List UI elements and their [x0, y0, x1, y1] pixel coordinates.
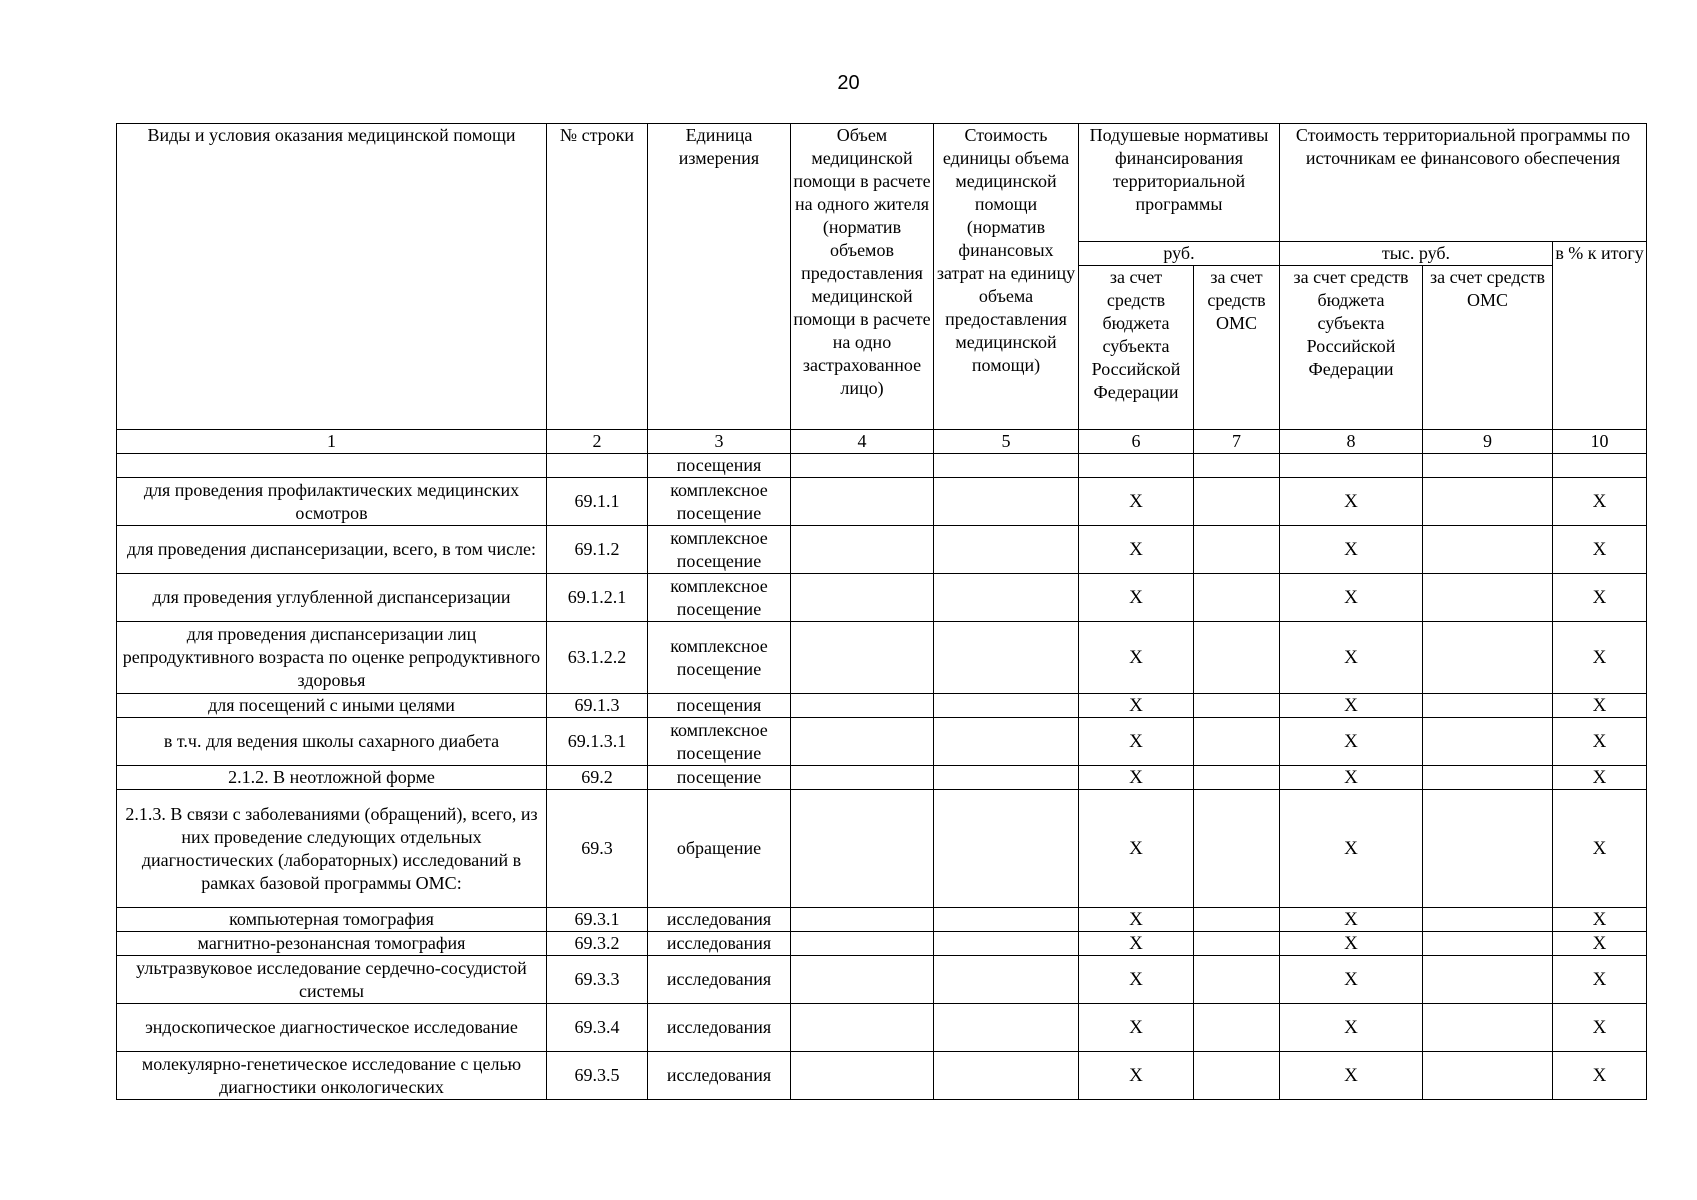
row-number: 69.3: [547, 790, 648, 908]
cell-per-capita-budget: X: [1079, 790, 1194, 908]
cell-unit-cost: [934, 694, 1079, 718]
cell-cost-oms: [1423, 478, 1553, 526]
cell-percent: X: [1553, 1052, 1647, 1100]
cell-volume: [791, 766, 934, 790]
cell-cost-budget: X: [1280, 574, 1423, 622]
cell-cost-oms: [1423, 932, 1553, 956]
cell-cost-budget: X: [1280, 694, 1423, 718]
page-number: 20: [837, 72, 860, 94]
row-number: 63.1.2.2: [547, 622, 648, 694]
row-unit: исследования: [648, 1004, 791, 1052]
column-number: 1: [117, 430, 547, 454]
cell-per-capita-budget: X: [1079, 574, 1194, 622]
row-number: 69.1.2.1: [547, 574, 648, 622]
cell-per-capita-budget: X: [1079, 1052, 1194, 1100]
territorial-program-table: [116, 123, 1647, 1100]
table-row: [117, 1052, 1647, 1100]
cell-cost-budget: X: [1280, 790, 1423, 908]
row-unit: посещение: [648, 766, 791, 790]
cell-per-capita-oms: [1194, 526, 1280, 574]
cell-percent: X: [1553, 526, 1647, 574]
column-number: 5: [934, 430, 1079, 454]
cell-per-capita-oms: [1194, 718, 1280, 766]
row-name: 2.1.2. В неотложной форме: [117, 766, 547, 790]
row-number: 69.3.3: [547, 956, 648, 1004]
cell-cost-oms: [1423, 766, 1553, 790]
cell-volume: [791, 956, 934, 1004]
table-row: [117, 526, 1647, 574]
table-row: [117, 766, 1647, 790]
cell-volume: [791, 526, 934, 574]
cell-volume: [791, 694, 934, 718]
cell-per-capita-budget: X: [1079, 622, 1194, 694]
header-percent-of-total: в % к итогу: [1553, 242, 1647, 430]
cell-cost-oms: [1423, 718, 1553, 766]
table-row: [117, 694, 1647, 718]
table-row: [117, 574, 1647, 622]
cell-percent: X: [1553, 766, 1647, 790]
cell-per-capita-oms: [1194, 478, 1280, 526]
cell-volume: [791, 908, 934, 932]
cell-percent: X: [1553, 932, 1647, 956]
cell-volume: [791, 1004, 934, 1052]
cell-cost-budget: X: [1280, 718, 1423, 766]
row-name: молекулярно-генетическое исследование с целью диагностики онкологических: [117, 1052, 547, 1100]
cell-percent: X: [1553, 718, 1647, 766]
cell-unit-cost: [934, 1004, 1079, 1052]
cell-per-capita-oms: [1194, 766, 1280, 790]
cell-volume: [791, 478, 934, 526]
cell-per-capita-oms: [1194, 454, 1280, 478]
cell-percent: X: [1553, 694, 1647, 718]
row-number: 69.3.4: [547, 1004, 648, 1052]
cell-cost-oms: [1423, 908, 1553, 932]
header-volume-per-resident: Объем медицинской помощи в расчете на одного жителя (норматив объемов предоставления медицинской помощи в расчете на одно застрахованное лицо): [791, 124, 934, 430]
cell-per-capita-budget: X: [1079, 766, 1194, 790]
cell-unit-cost: [934, 718, 1079, 766]
row-number: 69.1.2: [547, 526, 648, 574]
cell-percent: X: [1553, 956, 1647, 1004]
cell-volume: [791, 574, 934, 622]
cell-volume: [791, 718, 934, 766]
table-row: [117, 478, 1647, 526]
row-name: эндоскопическое диагностическое исследование: [117, 1004, 547, 1052]
row-number: 69.2: [547, 766, 648, 790]
column-number: 4: [791, 430, 934, 454]
cell-unit-cost: [934, 908, 1079, 932]
cell-cost-oms: [1423, 956, 1553, 1004]
row-number: 69.3.2: [547, 932, 648, 956]
cell-percent: X: [1553, 622, 1647, 694]
cell-unit-cost: [934, 622, 1079, 694]
table-row: [117, 1004, 1647, 1052]
row-number: 69.1.3.1: [547, 718, 648, 766]
row-name: [117, 454, 547, 478]
row-number: 69.1.3: [547, 694, 648, 718]
row-unit: исследования: [648, 956, 791, 1004]
column-number: 10: [1553, 430, 1647, 454]
column-number: 7: [1194, 430, 1280, 454]
cell-cost-oms: [1423, 574, 1553, 622]
cell-per-capita-oms: [1194, 932, 1280, 956]
cell-percent: [1553, 454, 1647, 478]
cell-cost-oms: [1423, 526, 1553, 574]
cell-per-capita-budget: X: [1079, 956, 1194, 1004]
cell-unit-cost: [934, 478, 1079, 526]
header-care-types: Виды и условия оказания медицинской помощи: [117, 124, 547, 430]
cell-per-capita-oms: [1194, 1052, 1280, 1100]
cell-cost-budget: X: [1280, 956, 1423, 1004]
table-row: [117, 932, 1647, 956]
header-per-capita-oms: за счет средств ОМС: [1194, 266, 1280, 430]
cell-per-capita-budget: X: [1079, 908, 1194, 932]
cell-percent: X: [1553, 790, 1647, 908]
header-cost-group: Стоимость территориальной программы по источникам ее финансового обеспечения: [1280, 124, 1647, 242]
cell-volume: [791, 1052, 934, 1100]
cell-unit-cost: [934, 454, 1079, 478]
header-unit-cost: Стоимость единицы объема медицинской помощи (норматив финансовых затрат на единицу объема предоставления медицинской помощи): [934, 124, 1079, 430]
header-cost-oms: за счет средств ОМС: [1423, 266, 1553, 430]
cell-volume: [791, 622, 934, 694]
row-number: 69.3.1: [547, 908, 648, 932]
row-name: 2.1.3. В связи с заболеваниями (обращений), всего, из них проведение следующих отдельных диагностических (лабораторных) исследований в рамках базовой программы ОМС:: [117, 790, 547, 908]
header-cost-budget: за счет средств бюджета субъекта Российской Федерации: [1280, 266, 1423, 430]
cell-unit-cost: [934, 526, 1079, 574]
row-name: компьютерная томография: [117, 908, 547, 932]
cell-cost-oms: [1423, 454, 1553, 478]
cell-cost-budget: X: [1280, 1004, 1423, 1052]
header-per-capita-budget: за счет средств бюджета субъекта Российской Федерации: [1079, 266, 1194, 430]
cell-unit-cost: [934, 766, 1079, 790]
cell-cost-budget: X: [1280, 478, 1423, 526]
cell-per-capita-oms: [1194, 622, 1280, 694]
cell-per-capita-budget: X: [1079, 478, 1194, 526]
cell-percent: X: [1553, 908, 1647, 932]
row-name: для проведения диспансеризации, всего, в том числе:: [117, 526, 547, 574]
column-number: 6: [1079, 430, 1194, 454]
cell-per-capita-oms: [1194, 956, 1280, 1004]
row-unit: посещения: [648, 454, 791, 478]
table-row: [117, 718, 1647, 766]
cell-cost-budget: X: [1280, 766, 1423, 790]
cell-percent: X: [1553, 1004, 1647, 1052]
cell-per-capita-oms: [1194, 908, 1280, 932]
cell-cost-budget: X: [1280, 622, 1423, 694]
cell-per-capita-budget: X: [1079, 932, 1194, 956]
cell-cost-oms: [1423, 622, 1553, 694]
cell-unit-cost: [934, 1052, 1079, 1100]
cell-percent: X: [1553, 574, 1647, 622]
cell-cost-budget: X: [1280, 526, 1423, 574]
cell-cost-oms: [1423, 790, 1553, 908]
row-name: ультразвуковое исследование сердечно-сосудистой системы: [117, 956, 547, 1004]
cell-cost-budget: X: [1280, 1052, 1423, 1100]
cell-per-capita-oms: [1194, 1004, 1280, 1052]
table-row: [117, 956, 1647, 1004]
row-name: для проведения профилактических медицинских осмотров: [117, 478, 547, 526]
column-number: 9: [1423, 430, 1553, 454]
cell-per-capita-oms: [1194, 694, 1280, 718]
row-unit: исследования: [648, 1052, 791, 1100]
column-number: 8: [1280, 430, 1423, 454]
row-name: для посещений с иными целями: [117, 694, 547, 718]
cell-volume: [791, 932, 934, 956]
cell-per-capita-budget: X: [1079, 694, 1194, 718]
row-unit: комплексное посещение: [648, 718, 791, 766]
table-row: [117, 908, 1647, 932]
cell-volume: [791, 790, 934, 908]
column-number: 3: [648, 430, 791, 454]
row-number: 69.3.5: [547, 1052, 648, 1100]
column-numbers-row: [117, 430, 1647, 454]
row-unit: посещения: [648, 694, 791, 718]
cell-cost-oms: [1423, 1052, 1553, 1100]
cell-per-capita-oms: [1194, 574, 1280, 622]
table-row: [117, 790, 1647, 908]
cell-per-capita-budget: X: [1079, 526, 1194, 574]
cell-per-capita-budget: X: [1079, 1004, 1194, 1052]
cell-cost-budget: [1280, 454, 1423, 478]
cell-unit-cost: [934, 790, 1079, 908]
row-unit: исследования: [648, 908, 791, 932]
row-unit: комплексное посещение: [648, 526, 791, 574]
cell-per-capita-budget: X: [1079, 718, 1194, 766]
row-name: для проведения углубленной диспансеризации: [117, 574, 547, 622]
row-name: магнитно-резонансная томография: [117, 932, 547, 956]
table-row: [117, 622, 1647, 694]
table-row: [117, 454, 1647, 478]
cell-unit-cost: [934, 574, 1079, 622]
cell-cost-budget: X: [1280, 932, 1423, 956]
cell-volume: [791, 454, 934, 478]
row-name: в т.ч. для ведения школы сахарного диабета: [117, 718, 547, 766]
cell-per-capita-budget: [1079, 454, 1194, 478]
row-unit: комплексное посещение: [648, 574, 791, 622]
header-unit: Единица измерения: [648, 124, 791, 430]
row-number: [547, 454, 648, 478]
cell-unit-cost: [934, 956, 1079, 1004]
row-name: для проведения диспансеризации лиц репродуктивного возраста по оценке репродуктивного здоровья: [117, 622, 547, 694]
cell-unit-cost: [934, 932, 1079, 956]
header-unit-rub: руб.: [1079, 242, 1280, 266]
cell-cost-oms: [1423, 1004, 1553, 1052]
cell-per-capita-oms: [1194, 790, 1280, 908]
row-unit: исследования: [648, 932, 791, 956]
row-number: 69.1.1: [547, 478, 648, 526]
header-row-number: № строки: [547, 124, 648, 430]
row-unit: обращение: [648, 790, 791, 908]
column-number: 2: [547, 430, 648, 454]
cell-cost-oms: [1423, 694, 1553, 718]
cell-cost-budget: X: [1280, 908, 1423, 932]
row-unit: комплексное посещение: [648, 478, 791, 526]
cell-percent: X: [1553, 478, 1647, 526]
header-per-capita-group: Подушевые нормативы финансирования территориальной программы: [1079, 124, 1280, 242]
row-unit: комплексное посещение: [648, 622, 791, 694]
header-unit-thousand-rub: тыс. руб.: [1280, 242, 1553, 266]
